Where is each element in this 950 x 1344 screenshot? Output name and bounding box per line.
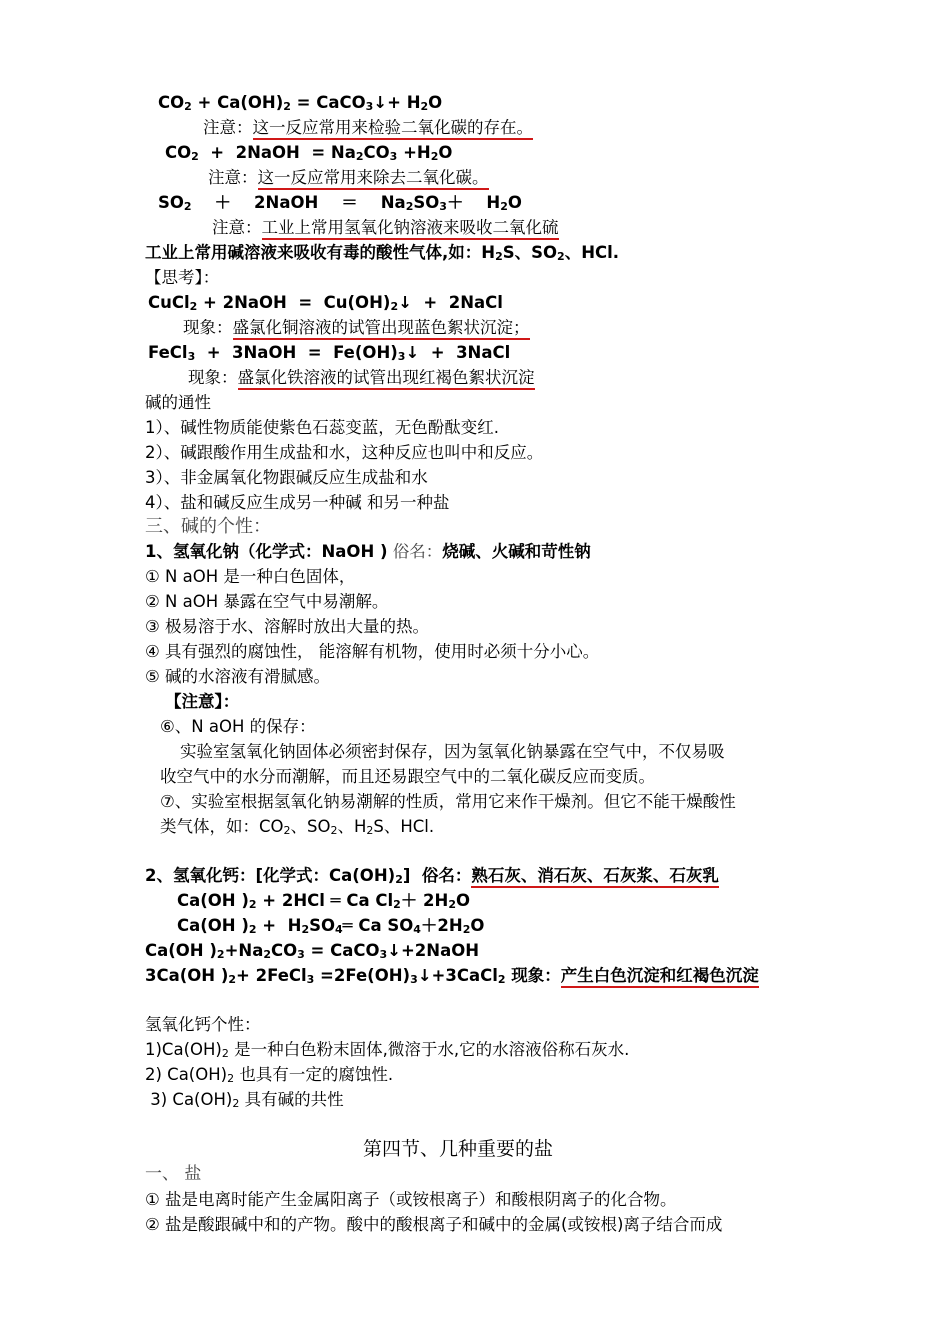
- paragraph-line: 类气体，如：CO2、SO2、H2S、HCl.: [160, 817, 435, 837]
- paragraph-line: 实验室氢氧化钠固体必须密封保存，因为氢氧化钠暴露在空气中，不仅易吸: [180, 742, 725, 761]
- section-heading: 氢氧化钙个性：: [145, 1015, 261, 1034]
- equation-caoh2-fecl3: 3Ca(OH )2+ 2FeCl3 =2Fe(OH)3↓+3CaCl2 现象：产生白色沉淀和红褐色沉淀: [145, 966, 759, 986]
- equation-co2-naoh: CO2 + 2NaOH = Na2CO3 +H2O: [165, 143, 453, 163]
- list-item: 4）、盐和碱反应生成另一种碱 和另一种盐: [145, 493, 450, 512]
- note-line: 注意：工业上常用氢氧化钠溶液来吸收二氧化硫: [212, 215, 559, 240]
- chapter-title: 第四节、几种重要的盐: [363, 1138, 554, 1160]
- equation-caoh2-hcl: Ca(OH )2 + 2HCl ═ Ca Cl2＋ 2H2O: [177, 891, 470, 911]
- list-item: 1）、碱性物质能使紫色石蕊变蓝，无色酚酞变红.: [145, 418, 499, 437]
- underlined-common-names: 熟石灰、消石灰、石灰浆、石灰乳: [471, 866, 719, 888]
- note-line: 注意：这一反应常用来除去二氧化碳。: [208, 165, 489, 190]
- list-item: ① 盐是电离时能产生金属阳离子（或铵根离子）和酸根阴离子的化合物。: [145, 1190, 677, 1209]
- underlined-note: 这一反应常用来除去二氧化碳。: [258, 168, 489, 190]
- equation-cucl2: CuCl2 + 2NaOH = Cu(OH)2↓ + 2NaCl: [148, 293, 503, 313]
- list-item: ② 盐是酸跟碱中和的产物。酸中的酸根离子和碱中的金属(或铵根)离子结合而成: [145, 1215, 723, 1234]
- section-heading: 碱的通性: [145, 393, 211, 412]
- list-item: 3) Ca(OH)2 具有碱的共性: [145, 1090, 344, 1110]
- section-heading: 一、 盐: [145, 1164, 202, 1184]
- underlined-note: 这一反应常用来检验二氧化碳的存在。: [253, 118, 534, 140]
- equation-caoh2-h2so4: Ca(OH )2 + H2SO4═ Ca SO4＋2H2O: [177, 916, 485, 936]
- equation-fecl3: FeCl3 + 3NaOH = Fe(OH)3↓ + 3NaCl: [148, 343, 511, 363]
- think-heading: 【思考】：: [145, 268, 220, 287]
- underlined-note: 工业上常用氢氧化钠溶液来吸收二氧化硫: [262, 218, 559, 240]
- paragraph-line: ⑦、实验室根据氢氧化钠易潮解的性质，常用它来作干燥剂。但它不能干燥酸性: [160, 792, 736, 811]
- list-item: 3）、非金属氧化物跟碱反应生成盐和水: [145, 468, 428, 487]
- list-item: 1)Ca(OH)2 是一种白色粉末固体,微溶于水,它的水溶液俗称石灰水.: [145, 1040, 630, 1060]
- list-item: ② N aOH 暴露在空气中易潮解。: [145, 592, 389, 611]
- list-item: ④ 具有强烈的腐蚀性， 能溶解有机物，使用时必须十分小心。: [145, 642, 600, 661]
- equation-so2-naoh: SO2 ＋ 2NaOH ＝ Na2SO3＋ H2O: [158, 193, 522, 213]
- equation-caoh2-na2co3: Ca(OH )2+Na2CO3 = CaCO3↓+2NaOH: [145, 941, 480, 961]
- caoh2-heading: 2、氢氧化钙：[化学式：Ca(OH)2] 俗名：熟石灰、消石灰、石灰浆、石灰乳: [145, 866, 719, 886]
- list-item: ① N aOH 是一种白色固体，: [145, 567, 356, 586]
- phenomenon-line: 现象：盛氯化铁溶液的试管出现红褐色絮状沉淀: [188, 365, 535, 390]
- attention-heading: 【注意】：: [165, 692, 240, 711]
- underlined-phenomenon: 盛氯化铁溶液的试管出现红褐色絮状沉淀: [238, 368, 535, 390]
- naoh-heading: 1、氢氧化钠（化学式：NaOH ) 俗名：烧碱、火碱和苛性钠: [145, 542, 591, 561]
- list-item: 2) Ca(OH)2 也具有一定的腐蚀性.: [145, 1065, 394, 1085]
- paragraph-line: 收空气中的水分而潮解，而且还易跟空气中的二氧化碳反应而变质。: [160, 767, 655, 786]
- underlined-phenomenon: 产生白色沉淀和红褐色沉淀: [561, 966, 759, 988]
- equation-co2-caoh2: CO2 + Ca(OH)2 = CaCO3↓+ H2O: [158, 93, 443, 113]
- list-item: ③ 极易溶于水、溶解时放出大量的热。: [145, 617, 430, 636]
- underlined-phenomenon: 盛氯化铜溶液的试管出现蓝色絮状沉淀；: [233, 318, 530, 340]
- list-item: ⑥、N aOH 的保存：: [160, 717, 316, 736]
- paragraph-acidic-gases: 工业上常用碱溶液来吸收有毒的酸性气体,如：H2S、SO2、HCl.: [145, 243, 620, 263]
- list-item: 2）、碱跟酸作用生成盐和水，这种反应也叫中和反应。: [145, 443, 544, 462]
- list-item: ⑤ 碱的水溶液有滑腻感。: [145, 667, 331, 686]
- note-line: 注意：这一反应常用来检验二氧化碳的存在。: [203, 115, 533, 140]
- phenomenon-line: 现象：盛氯化铜溶液的试管出现蓝色絮状沉淀；: [183, 315, 530, 340]
- section-heading: 三、碱的个性：: [145, 516, 271, 537]
